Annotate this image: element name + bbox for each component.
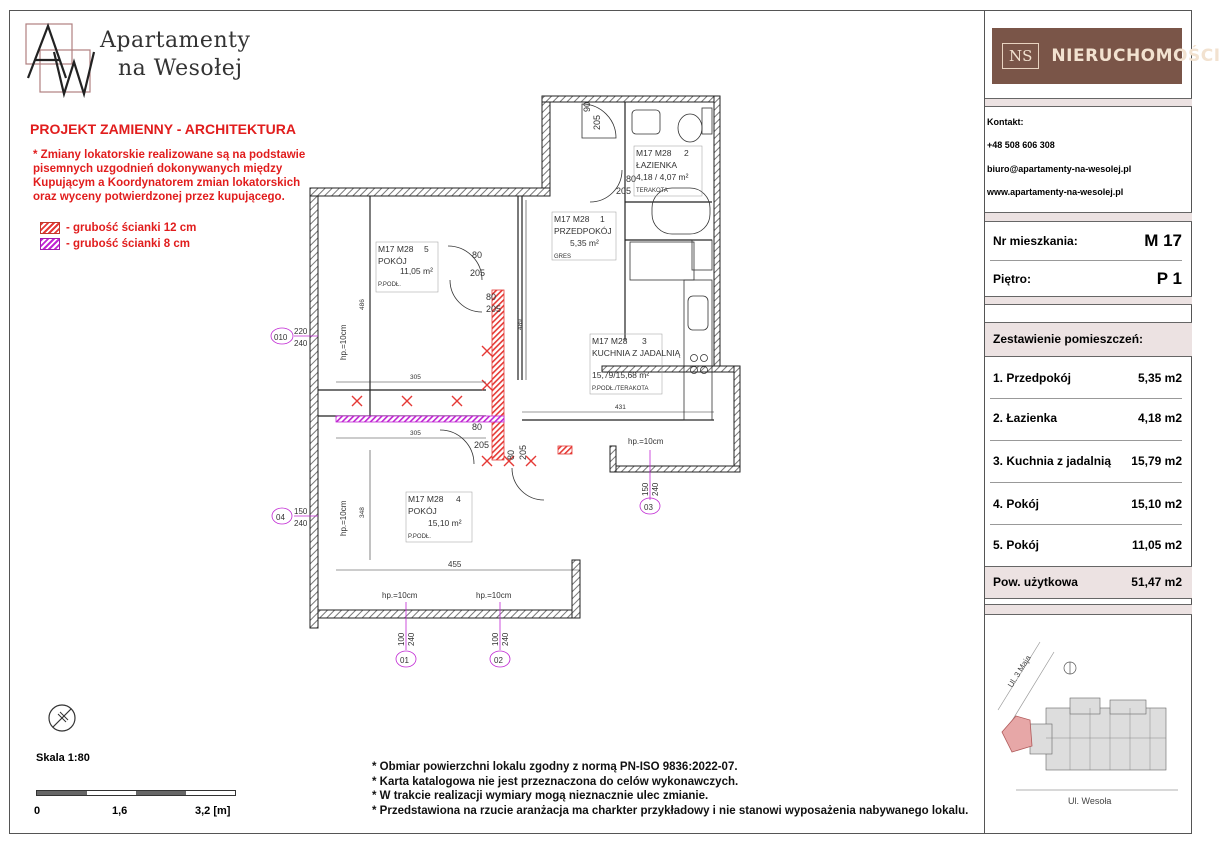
summary-row [985,364,1192,392]
summary-row-label: 1. Przedpokój [993,371,1072,385]
summary-row-value: 11,05 m2 [1131,538,1182,552]
svg-text:hp.=10cm: hp.=10cm [339,324,348,360]
floor-label: Piętro: [993,272,1032,286]
svg-text:1: 1 [600,214,605,224]
scale-label: Skala 1:80 [36,752,90,764]
dim-455: 455 [448,560,462,569]
svg-text:150: 150 [294,507,308,516]
project-title: PROJEKT ZAMIENNY - ARCHITEKTURA [30,121,297,137]
svg-text:11,05 m²: 11,05 m² [400,266,433,276]
unit-location-highlight [1002,716,1032,752]
window-02 [476,591,512,667]
svg-text:2: 2 [684,148,689,158]
svg-text:205: 205 [486,304,502,314]
footnote: * Obmiar powierzchni lokalu zgodny z normą PN-ISO 9836:2022-07. [372,761,738,773]
summary-row [985,490,1192,518]
summary-row-label: 3. Kuchnia z jadalnią [993,454,1112,468]
svg-text:240: 240 [501,632,510,646]
dim-348: 348 [359,507,366,518]
unit-number-label: Nr mieszkania: [993,234,1078,248]
unit-number-value: M 17 [1144,231,1182,250]
new-wall-12cm [492,290,504,460]
panel-band [985,296,1192,304]
svg-text:M17 M28: M17 M28 [636,148,672,158]
contact-label: Kontakt: [987,117,1024,127]
agency-name: NIERUCHOMOŚCI [1051,46,1221,66]
agency-logo [992,28,1221,84]
agency-badge: NS [1002,43,1039,69]
svg-text:KUCHNIA Z JADALNIĄ: KUCHNIA Z JADALNIĄ [592,348,681,358]
svg-text:80: 80 [626,174,637,184]
summary-row [985,404,1192,432]
hatch-pink-swatch [40,238,60,250]
scale-tick-end: 3,2 [m] [195,805,231,817]
room-3-label [590,334,681,394]
svg-text:P.PODŁ.: P.PODŁ. [408,534,431,540]
svg-text:hp.=10cm: hp.=10cm [476,591,512,600]
svg-text:P.PODŁ./TERAKOTA: P.PODŁ./TERAKOTA [592,386,649,392]
svg-text:5,35 m²: 5,35 m² [570,238,599,248]
svg-text:M17 M28: M17 M28 [378,244,414,254]
svg-text:M17 M28: M17 M28 [554,214,590,224]
brand-line1: Apartamenty [100,28,251,53]
svg-text:205: 205 [616,186,632,196]
svg-text:POKÓJ: POKÓJ [408,506,437,516]
total-row [985,566,1192,598]
brand-line2: na Wesołej [118,56,243,81]
scale-tick-0: 0 [34,805,41,817]
svg-text:hp.=10cm: hp.=10cm [339,500,348,536]
svg-text:04: 04 [276,513,285,522]
svg-text:100: 100 [491,632,500,646]
floor-row [985,266,1192,292]
room-5-label [376,242,438,292]
panel-band [985,212,1192,221]
door-swings [440,101,622,500]
summary-row-value: 4,18 m2 [1137,411,1182,425]
svg-text:02: 02 [494,656,503,665]
svg-text:010: 010 [274,333,288,342]
svg-text:90: 90 [582,101,592,112]
north-arrow-icon [46,702,78,734]
summary-row-label: 2. Łazienka [993,411,1058,425]
summary-row-value: 5,35 m2 [1137,371,1182,385]
svg-text:ŁAZIENKA: ŁAZIENKA [636,160,678,170]
room-1-label [552,212,616,260]
hatch-red-swatch [40,222,60,234]
dim-486: 486 [359,299,366,310]
footnote: * W trakcie realizacji wymiary mogą nieznacznie ulec zmianie. [372,790,709,802]
street-3-maja: Ul. 3 Maja [1006,653,1033,690]
dim-305-bottom: 305 [410,430,421,437]
svg-text:205: 205 [474,440,490,450]
svg-text:240: 240 [407,632,416,646]
legend-label: - grubość ścianki 12 cm [66,222,197,234]
svg-text:240: 240 [294,519,308,528]
summary-heading-row [985,322,1192,356]
kitchen-fixtures [684,280,712,420]
svg-text:GRES: GRES [554,254,572,260]
summary-row-label: 4. Pokój [993,497,1040,511]
room-4-label [406,492,472,542]
svg-text:01: 01 [400,656,409,665]
svg-text:M17 M28: M17 M28 [592,336,628,346]
scale-tick-mid: 1,6 [112,805,128,817]
svg-text:hp.=10cm: hp.=10cm [628,437,664,446]
contact-email[interactable]: biuro@apartamenty-na-wesolej.pl [987,164,1132,174]
legend-label: - grubość ścianki 8 cm [66,238,190,250]
summary-row-value: 15,79 m2 [1131,454,1182,468]
total-value: 51,47 m2 [1131,575,1182,589]
svg-text:15,79/15,68 m²: 15,79/15,68 m² [592,370,650,380]
svg-text:3: 3 [642,336,647,346]
svg-text:205: 205 [518,444,528,460]
site-map [990,628,1186,798]
svg-text:80: 80 [486,292,497,302]
street-wesola: Ul. Wesoła [1068,796,1112,806]
summary-heading: Zestawienie pomieszczeń: [993,332,1144,346]
summary-row [985,446,1192,476]
svg-text:PRZEDPOKÓJ: PRZEDPOKÓJ [554,226,612,236]
svg-text:80: 80 [472,250,483,260]
svg-text:4: 4 [456,494,461,504]
total-label: Pow. użytkowa [993,575,1078,589]
room-labels [376,146,702,542]
svg-text:hp.=10cm: hp.=10cm [382,591,418,600]
svg-text:5: 5 [424,244,429,254]
dim-305-top: 305 [410,374,421,381]
project-note: * Zmiany lokatorskie realizowane są na podstawie pisemnych uzgodnień dokonywanych między Kupującym a Koordynatorem zmian lokatorskich oraz wyceny potwierdzonej przez kupującego. [33,149,306,203]
contact-phone[interactable]: +48 508 606 308 [987,140,1055,150]
new-wall-12cm [558,446,572,454]
svg-text:03: 03 [644,503,653,512]
footnote: * Przedstawiona na rzucie aranżacja ma charkter przykładowy i nie stanowi wyposażenia nabywanego lokalu. [372,804,969,817]
svg-text:M17 M28: M17 M28 [408,494,444,504]
svg-text:220: 220 [294,327,308,336]
summary-row [985,530,1192,560]
svg-text:15,10 m²: 15,10 m² [428,518,462,528]
scale-bar [36,790,236,796]
svg-text:100: 100 [397,632,406,646]
svg-text:POKÓJ: POKÓJ [378,256,407,266]
svg-text:240: 240 [651,482,660,496]
bathroom-fixtures [630,108,712,280]
svg-text:240: 240 [294,339,308,348]
footnotes [372,760,968,818]
footnote: * Karta katalogowa nie jest przeznaczona do celów wykonawczych. [372,775,739,788]
unit-number-row [985,228,1192,254]
panel-band [985,98,1192,106]
svg-text:80: 80 [472,422,483,432]
legend-item-8cm [40,238,190,250]
dim-489: 489 [517,319,524,330]
summary-row-label: 5. Pokój [993,538,1040,552]
svg-text:4,18 / 4,07 m²: 4,18 / 4,07 m² [636,172,689,182]
window-03 [628,437,664,514]
window-01 [382,591,418,667]
aw-logo-icon [22,20,102,98]
svg-text:150: 150 [641,482,650,496]
building-outline [1030,698,1166,770]
dim-431: 431 [615,404,626,411]
legend-item-12cm [40,222,196,234]
svg-text:P.PODŁ.: P.PODŁ. [378,282,401,288]
svg-text:205: 205 [592,114,602,130]
panel-band [985,604,1192,614]
svg-text:205: 205 [470,268,486,278]
floor-value: P 1 [1156,269,1182,288]
contact-website[interactable]: www.apartamenty-na-wesolej.pl [987,187,1124,197]
summary-row-value: 15,10 m2 [1131,497,1182,511]
floor-plan [260,90,760,680]
demolition-marks [352,346,536,466]
svg-text:TERAKOTA: TERAKOTA [636,188,668,194]
svg-text:80: 80 [506,449,516,460]
